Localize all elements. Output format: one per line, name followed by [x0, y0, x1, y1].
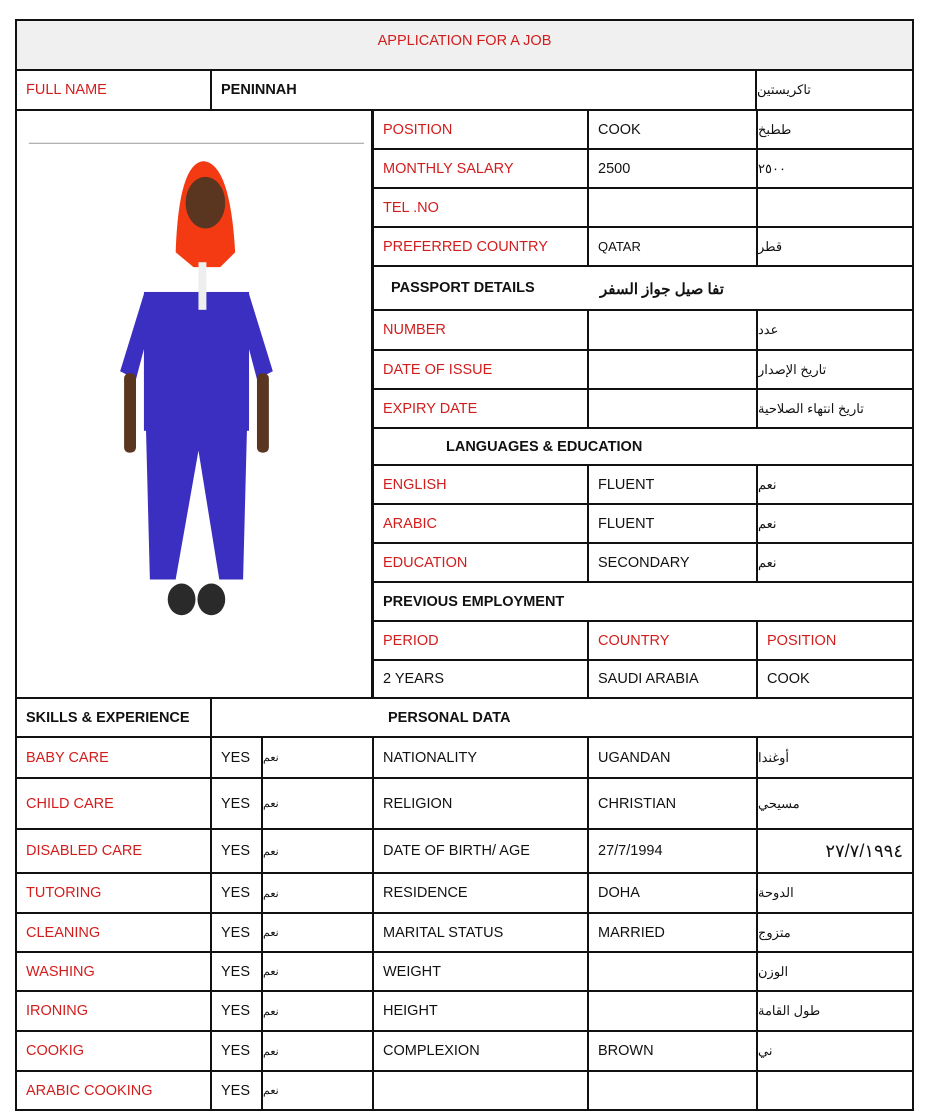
skill-value: YES	[210, 990, 263, 1032]
personal-value	[587, 990, 758, 1032]
personal-arabic: متزوج	[756, 912, 914, 953]
skill-value: YES	[210, 1070, 263, 1111]
info-value: QATAR	[587, 226, 758, 267]
skill-label: DISABLED CARE	[15, 828, 212, 874]
personal-value: 27/7/1994	[587, 828, 758, 874]
personal-value: UGANDAN	[587, 736, 758, 779]
skill-value: YES	[210, 777, 263, 830]
skill-arabic: نعم	[261, 872, 374, 914]
info-arabic	[756, 187, 914, 228]
passport-heading-arabic: تفا صيل جواز السفر	[600, 281, 724, 298]
passport-value	[587, 349, 758, 390]
full-name-arabic: تاكريستين	[755, 69, 914, 111]
personal-arabic: الدوحة	[756, 872, 914, 914]
passport-arabic: عدد	[756, 309, 914, 351]
passport-label: NUMBER	[372, 309, 589, 351]
applicant-photo	[15, 109, 373, 699]
info-label: POSITION	[372, 109, 589, 150]
skill-arabic: نعم	[261, 951, 374, 992]
languages-heading: LANGUAGES & EDUCATION	[372, 427, 914, 466]
info-arabic: قطر	[756, 226, 914, 267]
info-label: PREFERRED COUNTRY	[372, 226, 589, 267]
personal-label	[372, 1070, 589, 1111]
info-value: 2500	[587, 148, 758, 189]
skill-value: YES	[210, 736, 263, 779]
personal-value	[587, 951, 758, 992]
skill-value: YES	[210, 828, 263, 874]
skill-label: BABY CARE	[15, 736, 212, 779]
skill-value: YES	[210, 951, 263, 992]
skill-label: ARABIC COOKING	[15, 1070, 212, 1111]
passport-label: EXPIRY DATE	[372, 388, 589, 429]
personal-label: MARITAL STATUS	[372, 912, 589, 953]
info-label: TEL .NO	[372, 187, 589, 228]
info-value: COOK	[587, 109, 758, 150]
language-label: ENGLISH	[372, 464, 589, 505]
skill-label: IRONING	[15, 990, 212, 1032]
personal-label: NATIONALITY	[372, 736, 589, 779]
skill-label: CLEANING	[15, 912, 212, 953]
language-arabic: نعم	[756, 542, 914, 583]
personal-label: RESIDENCE	[372, 872, 589, 914]
personal-arabic: أوغندا	[756, 736, 914, 779]
passport-value	[587, 388, 758, 429]
full-name-value: PENINNAH	[210, 69, 757, 111]
language-label: EDUCATION	[372, 542, 589, 583]
personal-label: COMPLEXION	[372, 1030, 589, 1072]
skill-value: YES	[210, 872, 263, 914]
skill-label: COOKIG	[15, 1030, 212, 1072]
skill-arabic: نعم	[261, 1070, 374, 1111]
personal-label: RELIGION	[372, 777, 589, 830]
personal-arabic: مسيحي	[756, 777, 914, 830]
language-value: FLUENT	[587, 464, 758, 505]
language-value: SECONDARY	[587, 542, 758, 583]
passport-arabic: تاريخ انتهاء الصلاحية	[756, 388, 914, 429]
language-arabic: نعم	[756, 503, 914, 544]
employment-column-header: POSITION	[756, 620, 914, 661]
employment-column-header: COUNTRY	[587, 620, 758, 661]
passport-label: DATE OF ISSUE	[372, 349, 589, 390]
skill-arabic: نعم	[261, 828, 374, 874]
skill-label: TUTORING	[15, 872, 212, 914]
previous-employment-heading: PREVIOUS EMPLOYMENT	[372, 581, 914, 622]
employment-cell: 2 YEARS	[372, 659, 589, 699]
language-value: FLUENT	[587, 503, 758, 544]
passport-arabic: تاريخ الإصدار	[756, 349, 914, 390]
personal-arabic: الوزن	[756, 951, 914, 992]
passport-heading: PASSPORT DETAILS	[372, 265, 914, 311]
skill-arabic: نعم	[261, 777, 374, 830]
employment-column-header: PERIOD	[372, 620, 589, 661]
employment-cell: COOK	[756, 659, 914, 699]
info-arabic: ٢٥٠٠	[756, 148, 914, 189]
form-title: APPLICATION FOR A JOB	[15, 19, 914, 71]
passport-value	[587, 309, 758, 351]
info-label: MONTHLY SALARY	[372, 148, 589, 189]
skill-arabic: نعم	[261, 912, 374, 953]
language-label: ARABIC	[372, 503, 589, 544]
personal-value	[587, 1070, 758, 1111]
skill-value: YES	[210, 912, 263, 953]
personal-arabic: طول القامة	[756, 990, 914, 1032]
personal-arabic: ٢٧/٧/١٩٩٤	[756, 828, 914, 874]
personal-value: CHRISTIAN	[587, 777, 758, 830]
personal-data-heading: PERSONAL DATA	[210, 697, 914, 738]
personal-arabic	[756, 1070, 914, 1111]
applicant-photo-image	[17, 111, 371, 700]
language-arabic: نعم	[756, 464, 914, 505]
info-value	[587, 187, 758, 228]
personal-value: DOHA	[587, 872, 758, 914]
skill-label: WASHING	[15, 951, 212, 992]
employment-cell: SAUDI ARABIA	[587, 659, 758, 699]
personal-value: BROWN	[587, 1030, 758, 1072]
skill-value: YES	[210, 1030, 263, 1072]
full-name-label: FULL NAME	[15, 69, 212, 111]
skill-arabic: نعم	[261, 990, 374, 1032]
personal-label: HEIGHT	[372, 990, 589, 1032]
personal-label: DATE OF BIRTH/ AGE	[372, 828, 589, 874]
personal-label: WEIGHT	[372, 951, 589, 992]
skill-arabic: نعم	[261, 1030, 374, 1072]
skills-heading: SKILLS & EXPERIENCE	[15, 697, 212, 738]
skill-arabic: نعم	[261, 736, 374, 779]
skill-label: CHILD CARE	[15, 777, 212, 830]
personal-arabic: ني	[756, 1030, 914, 1072]
info-arabic: ططبخ	[756, 109, 914, 150]
personal-value: MARRIED	[587, 912, 758, 953]
